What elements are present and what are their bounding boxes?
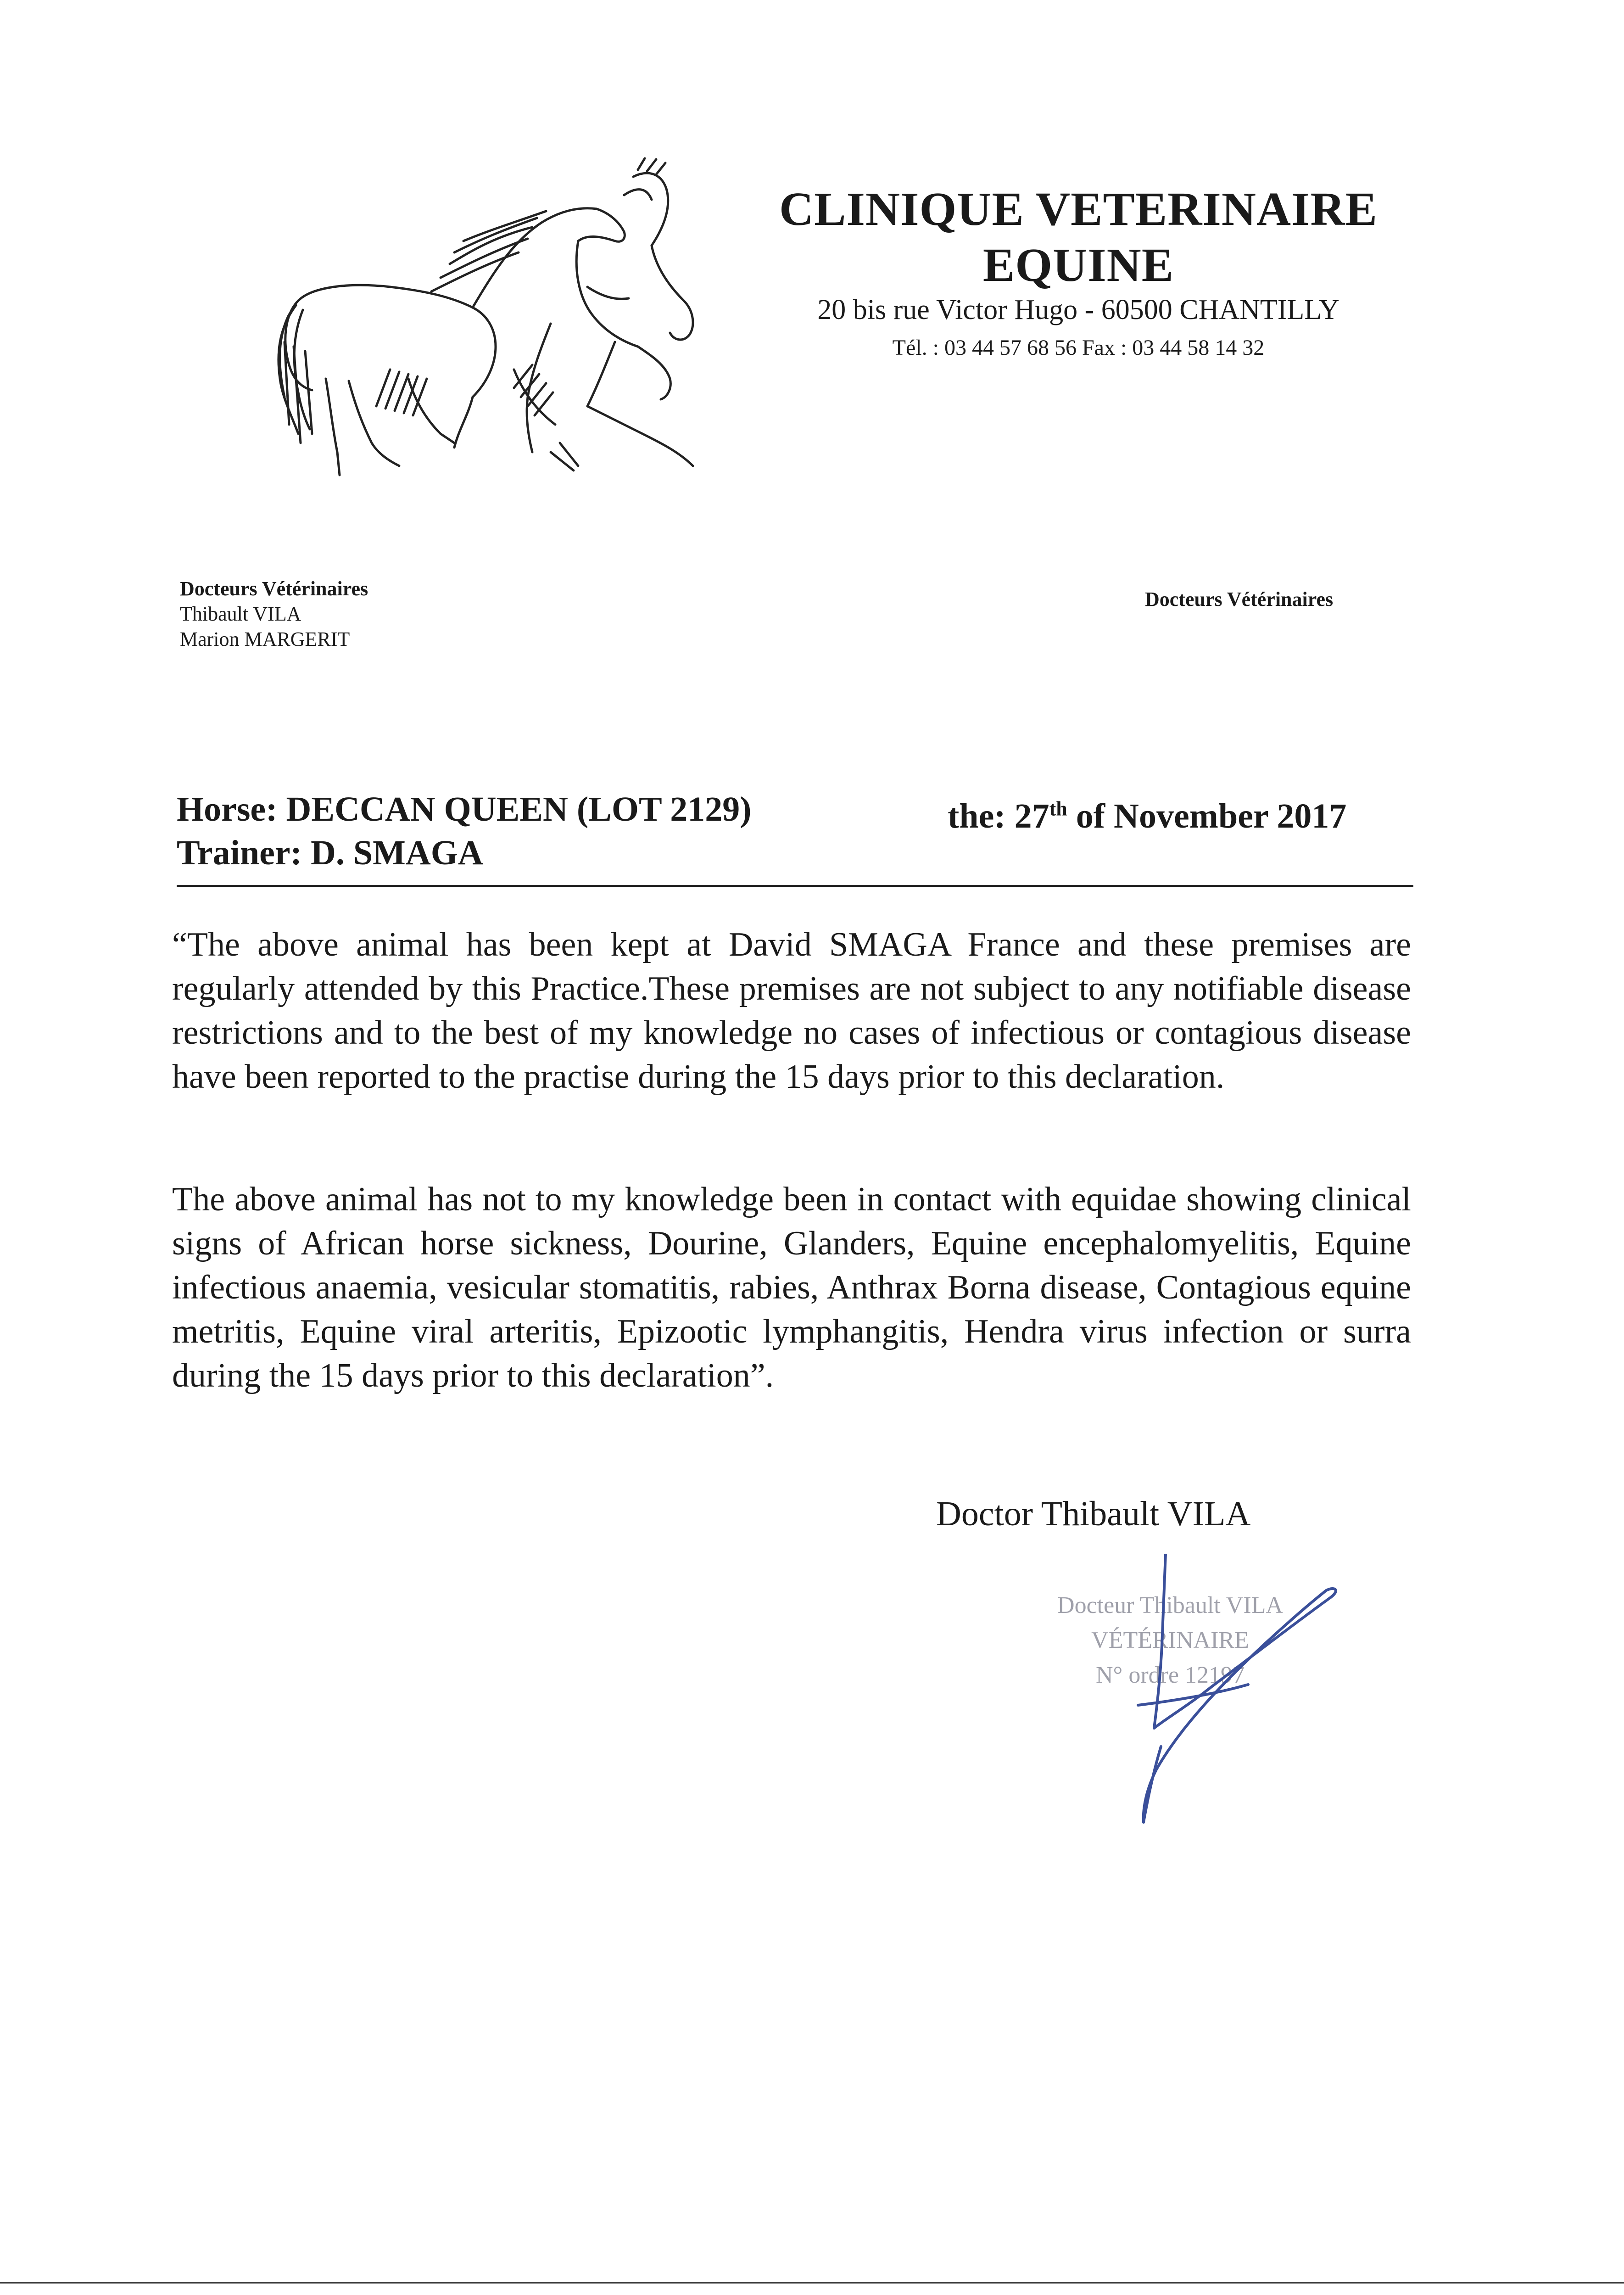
date-prefix: the: 27 <box>948 797 1049 835</box>
doctor-name: Doctor Thibault VILA <box>936 1495 1251 1533</box>
letter-date <box>948 796 1346 836</box>
vet-name: Thibault VILA <box>180 603 301 625</box>
header-divider <box>177 885 1413 887</box>
date-rest: of November 2017 <box>1067 797 1347 835</box>
horse-name: Horse: DECCAN QUEEN (LOT 2129) <box>177 790 752 828</box>
vets-list-left <box>180 576 368 652</box>
vets-heading-left: Docteurs Vétérinaires <box>180 577 368 600</box>
declaration-paragraph-1: “The above animal has been kept at David SMAGA France and these premises are regularly attended by this Practice.These premises are not subject to any notifiable disease restrictions and to the best of my knowledge no cases of infectious or contagious disease have been reported to the practise during the 15 days prior to this declaration. <box>172 926 1411 1096</box>
stamp-line: VÉTÉRINAIRE <box>1091 1627 1249 1653</box>
stamp-line: N° ordre 12197 <box>1095 1662 1245 1688</box>
clinic-name-line2: EQUINE <box>982 239 1174 291</box>
page-bottom-edge <box>0 2282 1624 2284</box>
handwritten-signature-icon <box>1111 1554 1367 1825</box>
clinic-phone-fax: Tél. : 03 44 57 68 56 Fax : 03 44 58 14 32 <box>892 336 1265 360</box>
clinic-address: 20 bis rue Victor Hugo - 60500 CHANTILLY <box>817 294 1339 325</box>
rearing-horses-icon <box>257 149 707 489</box>
trainer-name: Trainer: D. SMAGA <box>177 834 483 872</box>
vet-name: Marion MARGERIT <box>180 628 350 650</box>
stamp-line: Docteur Thibault VILA <box>1057 1592 1283 1618</box>
clinic-name-line1: CLINIQUE VETERINAIRE <box>779 183 1378 235</box>
date-ordinal: th <box>1049 797 1067 820</box>
clinic-name <box>734 181 1423 293</box>
vets-heading-right: Docteurs Vétérinaires <box>1145 588 1334 610</box>
declaration-paragraph-2: The above animal has not to my knowledge been in contact with equidae showing clinical signs of African horse sickness, Dourine, Glanders, Equine encephalomyelitis, Equine infectious anaemia, vesicular stomatitis, rabies, Anthrax Borna disease, Contagious equine metritis, Equine viral arteritis, Epizootic lymphangitis, Hendra virus infection or surra during the 15 days prior to this declaration”. <box>172 1181 1411 1394</box>
